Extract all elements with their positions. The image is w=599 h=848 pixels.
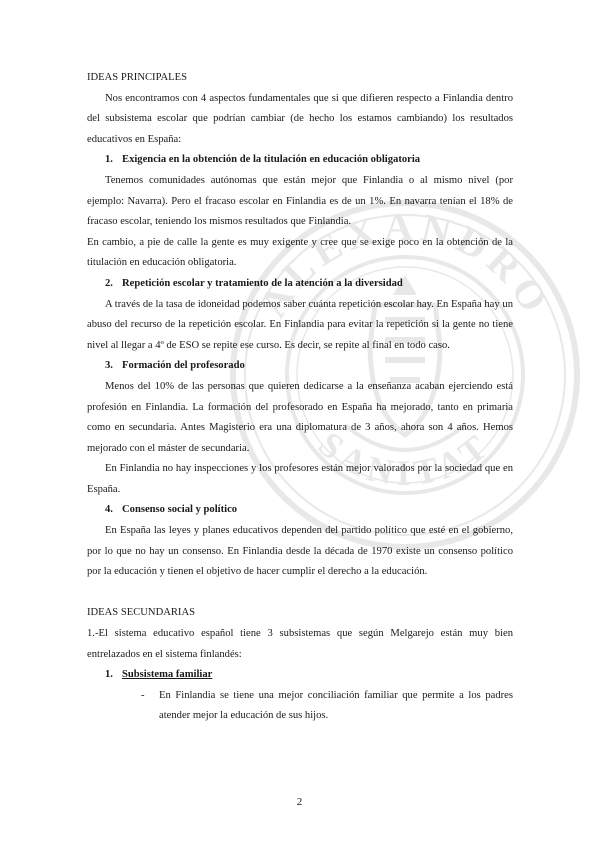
section-title: Formación del profesorado xyxy=(122,360,245,372)
secondary-ideas-intro: 1.-El sistema educativo español tiene 3 subsistemas que según Melgarejo están muy bien entrelazados en el sistema finlandés: xyxy=(87,628,513,660)
section-number: 2. xyxy=(105,277,113,289)
section-heading xyxy=(87,356,513,377)
section-paragraph: En cambio, a pie de calle la gente es muy exigente y cree que se exige poco en la obtención de la titulación en educación obligatoria. xyxy=(87,236,513,269)
seal-text-bottom: SANITAT xyxy=(310,423,500,494)
section-number: 1. xyxy=(105,154,113,166)
section-paragraph: En Finlandia no hay inspecciones y los profesores están mejor valorados por la sociedad que en España. xyxy=(87,463,513,495)
section-title: Repetición escolar y tratamiento de la atención a la diversidad xyxy=(122,277,403,289)
seal-text-top: ALEXANDRO xyxy=(249,203,561,325)
section-heading xyxy=(87,500,513,521)
section-heading xyxy=(87,150,513,171)
list-item xyxy=(87,686,513,727)
section-heading xyxy=(87,274,513,295)
section-number: 4. xyxy=(105,504,113,516)
section-paragraph: Menos del 10% de las personas que quieren dedicarse a la enseñanza acaban ejerciendo está profesión en Finlandia. La formación del profesorado en España ha mejorado, tanto en primaria como en secundaria. Antes Magisterio era una diplomatura de 3 años, ahora son 4 años. Hemos mejorado con el máster de secundaria. xyxy=(87,380,513,454)
section-paragraph: Tenemos comunidades autónomas que están mejor que Finlandia o al mismo nivel (por ejemplo: Navarra). Pero el fracaso escolar en Finlandia es de un 1%. En navarra tenían el 18% de fracaso escolar, teniendo los mismos resultados que Finlandia. xyxy=(87,174,513,228)
list-dash: - xyxy=(141,689,145,701)
main-ideas-intro: Nos encontramos con 4 aspectos fundamentales que si que difieren respecto a Finlandia dentro del subsistema escolar que podrían cambiar (de hecho los estamos cambiando) los resultados educativos en España: xyxy=(87,92,513,145)
subsection-title: Subsistema familiar xyxy=(122,669,213,681)
document-body xyxy=(87,68,513,727)
subsection-number: 1. xyxy=(105,669,113,681)
page-number: 2 xyxy=(296,796,303,808)
list-item-text: En Finlandia se tiene una mejor conciliación familiar que permite a los padres atender mejor la educación de sus hijos. xyxy=(159,689,513,722)
main-ideas-heading: IDEAS PRINCIPALES xyxy=(87,72,187,83)
section-paragraph: A través de la tasa de idoneidad podemos saber cuánta repetición escolar hay. En España hay un abuso del recurso de la repetición escolar. En Finlandia para evitar la repetición si la gente no tiene nivel al llegar a 4º de ESO se repite ese curso. Es decir, se repite al final en todo caso. xyxy=(87,298,513,351)
section-title: Exigencia en la obtención de la titulación en educación obligatoria xyxy=(122,154,421,166)
section-title: Consenso social y político xyxy=(122,504,238,516)
section-gap xyxy=(87,583,513,604)
secondary-ideas-heading: IDEAS SECUNDARIAS xyxy=(87,607,196,619)
section-number: 3. xyxy=(105,360,113,372)
subsection-heading xyxy=(87,665,513,686)
section-paragraph: En España las leyes y planes educativos dependen del partido político que esté en el gobierno, por lo que no hay un consenso. En Finlandia desde la década de 1970 existe un consenso político por la educación y tienen el objetivo de hacer cumplir el derecho a la educación. xyxy=(87,525,513,578)
